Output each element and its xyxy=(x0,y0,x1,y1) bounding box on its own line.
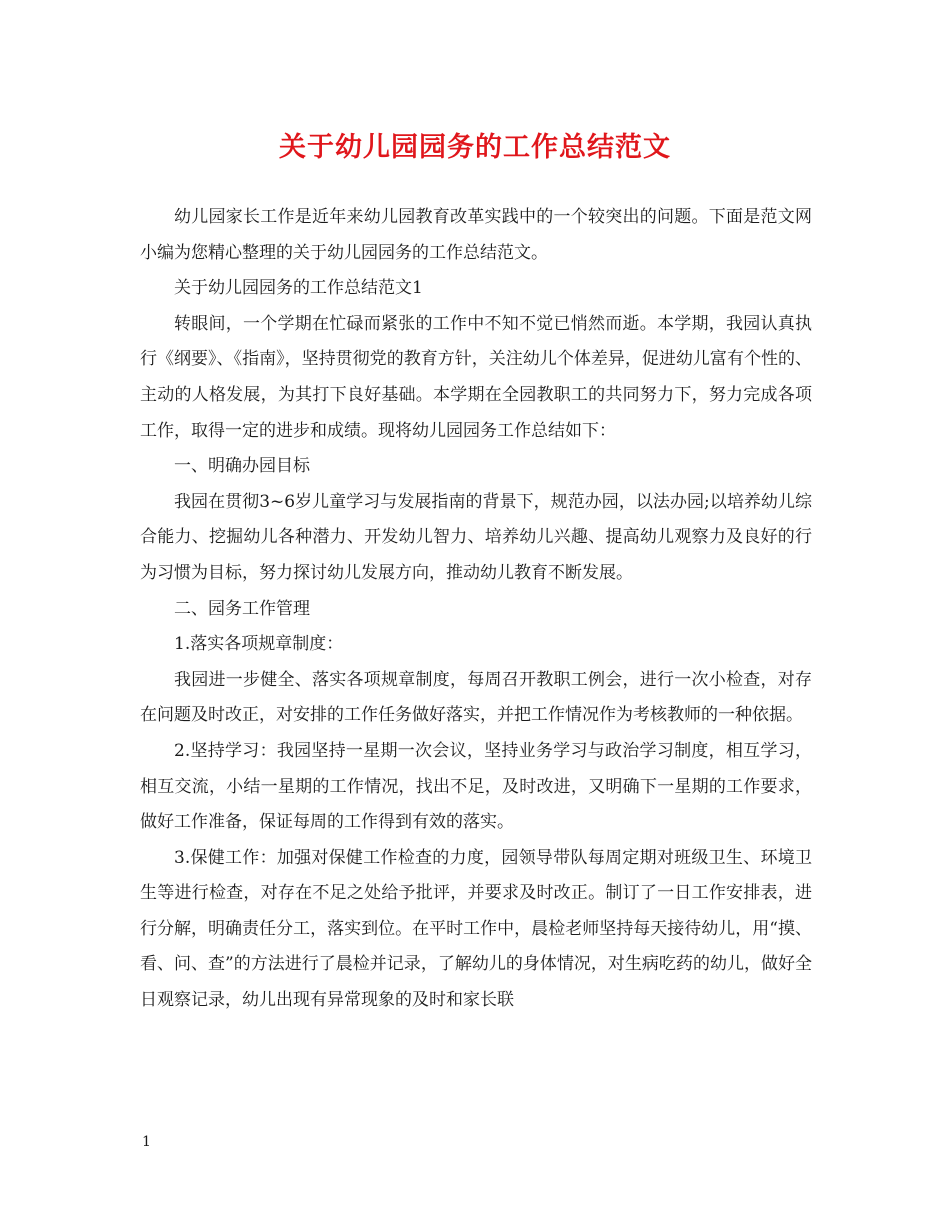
paragraph-subtitle: 关于幼儿园园务的工作总结范文1 xyxy=(174,278,423,299)
paragraph-study: 2.坚持学习：我园坚持一星期一次会议，坚持业务学习与政治学习制度，相互学习，相互交流，小结一星期的工作情况，找出不足，及时改进，又明确下一星期的工作要求，做好工作准备，保证每周的工作得到有效的落实。 xyxy=(140,740,812,833)
subheading-rules: 1.落实各项规章制度： xyxy=(174,634,344,655)
section-heading-management: 二、园务工作管理 xyxy=(174,598,310,619)
paragraph-goals: 我园在贯彻3~6岁儿童学习与发展指南的背景下，规范办园，以法办园;以培养幼儿综合能力、挖掘幼儿各种潜力、开发幼儿智力、培养幼儿兴趣、提高幼儿观察力及良好的行为习惯为目标，努力探讨幼儿发展方向，推动幼儿教育不断发展。 xyxy=(140,491,812,583)
paragraph-health: 3.保健工作：加强对保健工作检查的力度，园领导带队每周定期对班级卫生、环境卫生等进行检查，对存在不足之处给予批评，并要求及时改正。制订了一日工作安排表，进行分解，明确责任分工，落实到位。在平时工作中，晨检老师坚持每天接待幼儿，用“摸、看、问、查”的方法进行了晨检并记录，了解幼儿的身体情况，对生病吃药的幼儿，做好全日观察记录，幼儿出现有异常现象的及时和家长联 xyxy=(140,847,812,1011)
paragraph-intro: 幼儿园家长工作是近年来幼儿园教育改革实践中的一个较突出的问题。下面是范文网小编为您精心整理的关于幼儿园园务的工作总结范文。 xyxy=(140,207,812,263)
page-number: 1 xyxy=(142,1134,151,1150)
paragraph-opening: 转眼间，一个学期在忙碌而紧张的工作中不知不觉已悄然而逝。本学期，我园认真执行《纲要》、《指南》，坚持贯彻党的教育方针，关注幼儿个体差异，促进幼儿富有个性的、主动的人格发展，为其打下良好基础。本学期在全园教职工的共同努力下，努力完成各项工作，取得一定的进步和成绩。现将幼儿园园务工作总结如下： xyxy=(140,313,812,441)
paragraph-rules: 我园进一步健全、落实各项规章制度，每周召开教职工例会，进行一次小检查，对存在问题及时改正，对安排的工作任务做好落实，并把工作情况作为考核教师的一种依据。 xyxy=(140,669,812,726)
document-body xyxy=(140,200,812,1019)
document-title: 关于幼儿园园务的工作总结范文 xyxy=(279,132,671,163)
section-heading-goals: 一、明确办园目标 xyxy=(174,456,310,477)
